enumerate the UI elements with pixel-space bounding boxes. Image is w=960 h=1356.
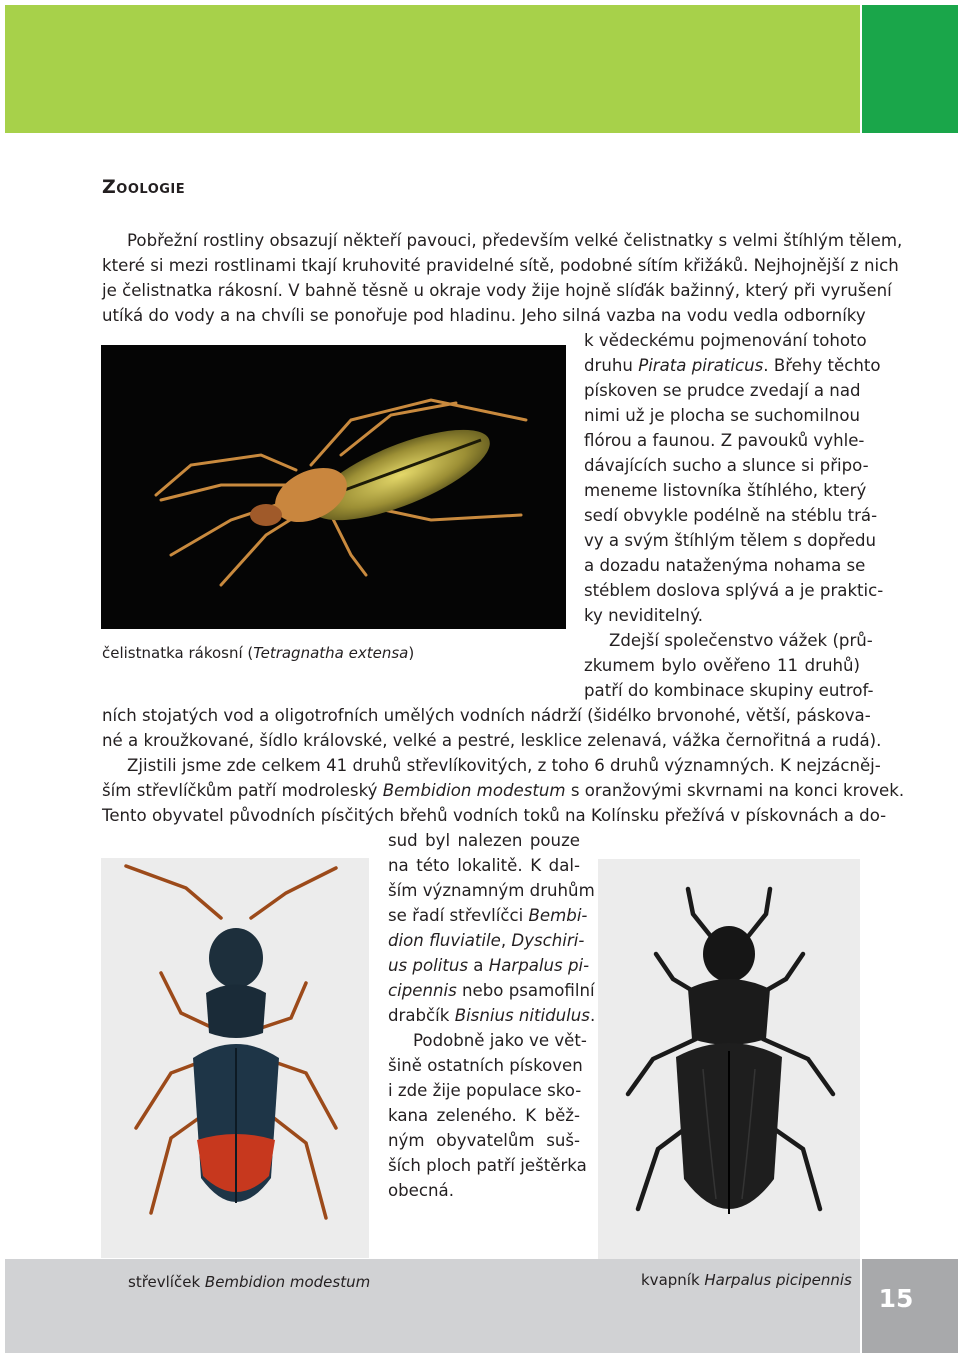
text-line: pískoven se prudce zvedají a nad [584, 381, 861, 400]
text-line: ních stojatých vod a oligotrofních umělých vodních nádrží (šidélko brvonohé, větší, páskova- [102, 706, 871, 725]
beetle-left-caption: střevlíček Bembidion modestum [128, 1273, 371, 1291]
text-line: ším významným druhům [388, 881, 595, 900]
text-line: ších ploch patří ještěrka [388, 1156, 587, 1175]
text-line: utíká do vody a na chvíli se ponořuje pod hladinu. Jeho silná vazba na vodu vedla odborníky [102, 306, 866, 325]
beetle-harpalus-photo [598, 859, 860, 1259]
text-line: drabčík Bisnius nitidulus. [388, 1006, 596, 1025]
text-line: k vědeckému pojmenování tohoto [584, 331, 867, 350]
text-line: nimi už je plocha se suchomilnou [584, 406, 860, 425]
text-line: se řadí střevlíčci Bembi- [388, 906, 588, 925]
text-line: ky neviditelný. [584, 606, 703, 625]
spider-photo [101, 345, 566, 629]
text-line: us politus a Harpalus pi- [388, 956, 590, 975]
beetle-bembidion-photo [101, 858, 369, 1258]
text-line: meneme listovníka štíhlého, který [584, 481, 867, 500]
text-line: a dozadu nataženýma nohama se [584, 556, 866, 575]
text-line: Zjistili jsme zde celkem 41 druhů střevlíkovitých, z toho 6 druhů významných. K nejzácněj- [127, 756, 881, 775]
text-line: je čelistnatka rákosní. V bahně těsně u okraje vody žije hojně slíďák bažinný, který při vyrušení [102, 281, 892, 300]
text-line: kana zeleného. K běž- [388, 1106, 580, 1125]
text-line: sedí obvykle podélně na stéblu trá- [584, 506, 878, 525]
text-line: Pobřežní rostliny obsazují někteří pavouci, především velké čelistnatky s velmi štíhlým tělem, [127, 231, 903, 250]
text-line: na této lokalitě. K dal- [388, 856, 580, 875]
text-line: obecná. [388, 1181, 454, 1200]
section-title: Zoologie [102, 176, 186, 198]
text-line: Zdejší společenstvo vážek (prů- [609, 631, 873, 650]
text-line: vy a svým štíhlým tělem s dopředu [584, 531, 877, 550]
text-line: patří do kombinace skupiny eutrof- [584, 681, 874, 700]
text-line: i zde žije populace sko- [388, 1081, 582, 1100]
text-line: sud byl nalezen pouze [388, 831, 580, 850]
text-line: stéblem doslova splývá a je praktic- [584, 581, 884, 600]
text-line: šině ostatních pískoven [388, 1056, 583, 1075]
text-line: ným obyvatelům suš- [388, 1131, 580, 1150]
text-line: flórou a faunou. Z pavouků vyhle- [584, 431, 865, 450]
text-line: dávajících sucho a slunce si připo- [584, 456, 869, 475]
page-number: 15 [878, 1284, 914, 1313]
text-line: zkumem bylo ověřeno 11 druhů) [584, 656, 860, 675]
text-line: Tento obyvatel původních písčitých břehů vodních toků na Kolínsku přežívá v pískovnách a do- [102, 806, 887, 825]
text-line: druhu Pirata piraticus. Břehy těchto [584, 356, 881, 375]
text-line: dion fluviatile, Dyschiri- [388, 931, 585, 950]
text-line: cipennis nebo psamofilní [388, 981, 595, 1000]
beetle-right-caption: kvapník Harpalus picipennis [641, 1271, 852, 1289]
text-line: které si mezi rostlinami tkají kruhovité pravidelné sítě, podobné sítím křižáků. Nejhojnější z nich [102, 256, 899, 275]
spider-caption: čelistnatka rákosní (Tetragnatha extensa) [102, 644, 415, 662]
text-line: Podobně jako ve vět- [413, 1031, 587, 1050]
header-band-light [5, 5, 860, 133]
text-line: ším střevlíčkům patří modroleský Bembidion modestum s oranžovými skvrnami na konci krovek. [102, 781, 905, 800]
text-line: né a kroužkované, šídlo královské, velké a pestré, lesklice zelenavá, vážka černořitná a rudá). [102, 731, 882, 750]
header-band-dark [862, 5, 958, 133]
